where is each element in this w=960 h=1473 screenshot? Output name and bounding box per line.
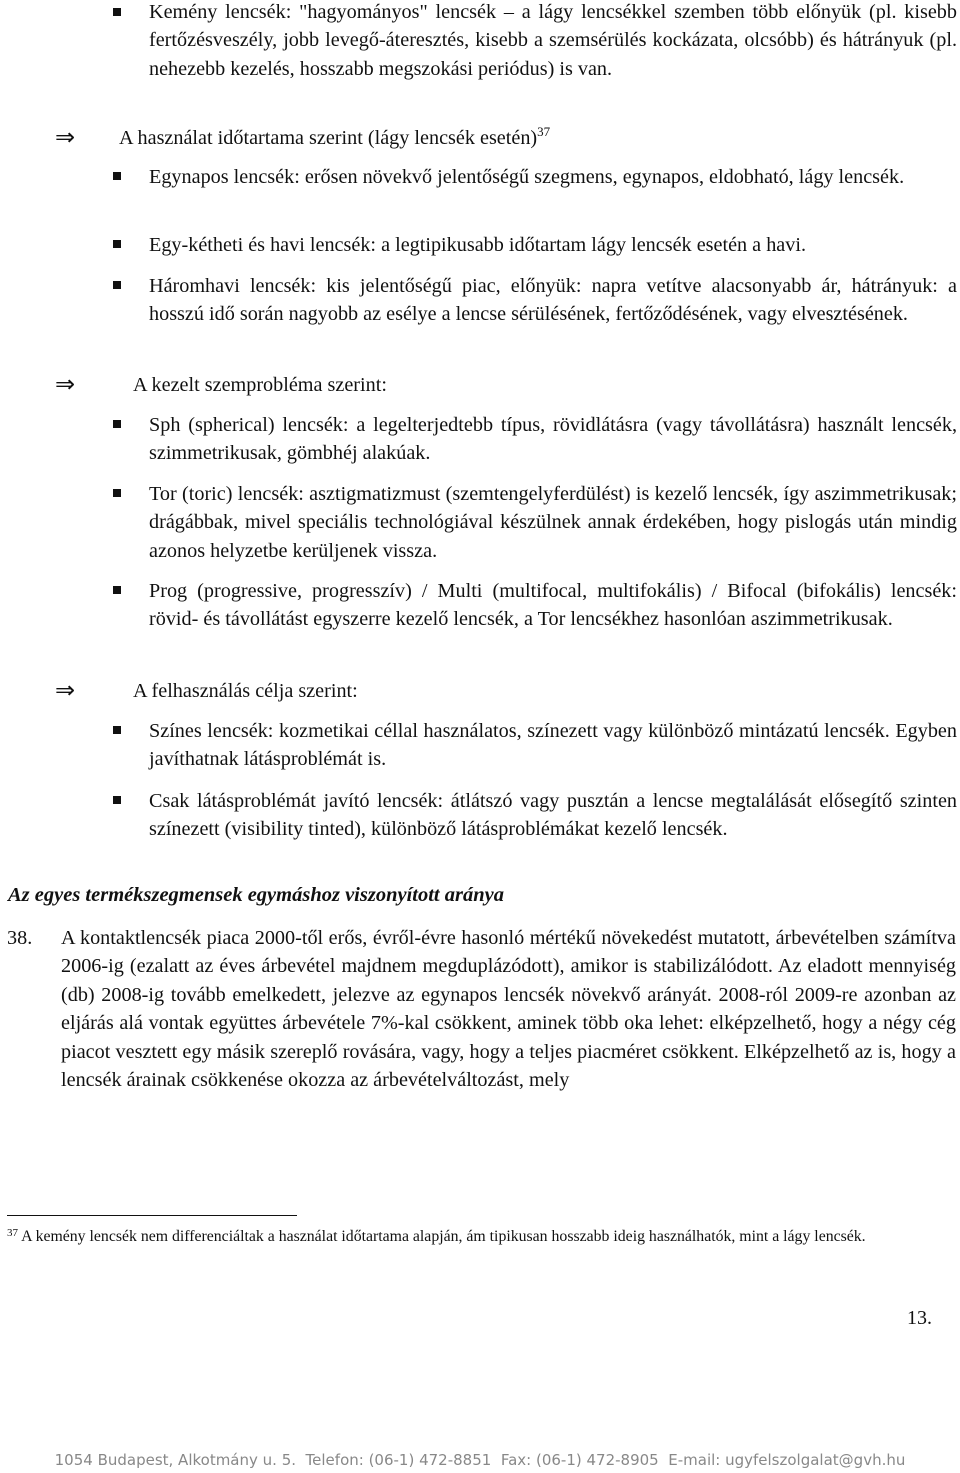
- square-bullet-icon: [113, 726, 121, 734]
- footnote-ref[interactable]: 37: [537, 124, 551, 139]
- heading-by-purpose: A felhasználás célja szerint:: [133, 680, 358, 702]
- section-title: Az egyes termékszegmensek egymáshoz viszonyított aránya: [8, 884, 504, 906]
- square-bullet-icon: [113, 8, 121, 16]
- page-footer: 1054 Budapest, Alkotmány u. 5. Telefon: (06-1) 472-8851 Fax: (06-1) 472-8905 E-mail: ugyfelszolgalat@gvh.hu: [54, 1451, 906, 1469]
- square-bullet-icon: [113, 172, 121, 180]
- bullet-biweekly-monthly: Egy-kétheti és havi lencsék: a legtipikusabb időtartam lágy lencsék esetén a havi.: [149, 234, 806, 256]
- bullet-sph: Sph (spherical) lencsék: a legelterjedtebb típus, rövidlátásra (vagy távollátásra) használt lencsék, szimmetrikusak, gömbhéj alakúak.: [149, 414, 957, 465]
- square-bullet-icon: [113, 586, 121, 594]
- square-bullet-icon: [113, 420, 121, 428]
- page-number: 13.: [907, 1307, 932, 1329]
- bullet-colored: Színes lencsék: kozmetikai céllal használatos, színezett vagy különböző mintázatú lencsék. Egyben javíthatnak látásproblémát is.: [149, 720, 957, 771]
- implies-arrow-icon: ⇒: [55, 123, 76, 151]
- footnote-separator: [7, 1215, 297, 1216]
- bullet-prog: Prog (progressive, progresszív) / Multi (multifocal, multifokális) / Bifocal (bifokális) lencsék: rövid- és távollátást egyszerre kezelő lencsék, a Tor lencsékhez hasonlóan aszimmetrikusak.: [149, 580, 957, 631]
- square-bullet-icon: [113, 240, 121, 248]
- footnote-text: A kemény lencsék nem differenciáltak a használat időtartama alapján, ám tipikusan hosszabb ideig használhatók, mint a lágy lencsék.: [21, 1228, 866, 1245]
- bullet-vision-only: Csak látásproblémát javító lencsék: átlátszó vagy pusztán a lencse megtalálását elősegítő szinten színezett (visibility tinted), különböző látásproblémákat kezelő lencsék.: [149, 790, 957, 841]
- implies-arrow-icon: ⇒: [55, 370, 76, 398]
- heading-by-duration: [119, 124, 550, 152]
- heading-by-duration-label: A használat időtartama szerint (lágy lencsék esetén): [119, 127, 538, 149]
- square-bullet-icon: [113, 796, 121, 804]
- bullet-daily: Egynapos lencsék: erősen növekvő jelentőségű szegmens, egynapos, eldobható, lágy lencsék.: [149, 166, 905, 188]
- bullet-hard-lenses: Kemény lencsék: "hagyományos" lencsék – a lágy lencsékkel szemben több előnyük (pl. kisebb fertőzésveszély, jobb levegő-áteresztés, kisebb a szemsérülés kockázata, olcsóbb) és hátrányuk (pl. nehezebb kezelés, hosszabb megszokási periódus) is van.: [149, 1, 957, 80]
- heading-by-problem: A kezelt szemprobléma szerint:: [133, 374, 387, 396]
- bullet-quarterly: Háromhavi lencsék: kis jelentőségű piac, előnyük: napra vetítve alacsonyabb ár, hátrányuk: a hosszú idő során nagyobb az esélye a lencse sérülésének, fertőződésének, vagy elvesztésének.: [149, 275, 957, 326]
- implies-arrow-icon: ⇒: [55, 676, 76, 704]
- paragraph-number: 38.: [7, 927, 33, 949]
- footnote: [7, 1225, 957, 1249]
- square-bullet-icon: [113, 281, 121, 289]
- bullet-tor: Tor (toric) lencsék: asztigmatizmust (szemtengelyferdülést) is kezelő lencsék, így aszimmetrikusak; drágábbak, mivel speciális technológiával készülnek annak érdekében, hogy pislogás után mindig azonos helyzetbe kerüljenek vissza.: [149, 483, 957, 562]
- footnote-number: 37: [7, 1227, 18, 1239]
- square-bullet-icon: [113, 489, 121, 497]
- paragraph-text: A kontaktlencsék piaca 2000-től erős, évről-évre hasonló mértékű növekedést mutatott, árbevételben számítva 2006-ig (ezalatt az éves árbevétel majdnem megduplázódott), amikor is stabilizálódott. Az eladott mennyiség (db) 2008-ig tovább emelkedett, jelezve az egynapos lencsék növekvő arányát. 2008-ról 2009-re azonban az eljárás alá vontak együttes árbevétele 7%-kal csökkent, aminek több oka lehet: elképzelhető, hogy a négy cég piacot vesztett egy másik szereplő rovására, vagy, hogy a teljes piacméret csökkent. Elképzelhető az is, hogy a lencsék árainak csökkenése okozza az árbevételváltozást, mely: [61, 927, 956, 1092]
